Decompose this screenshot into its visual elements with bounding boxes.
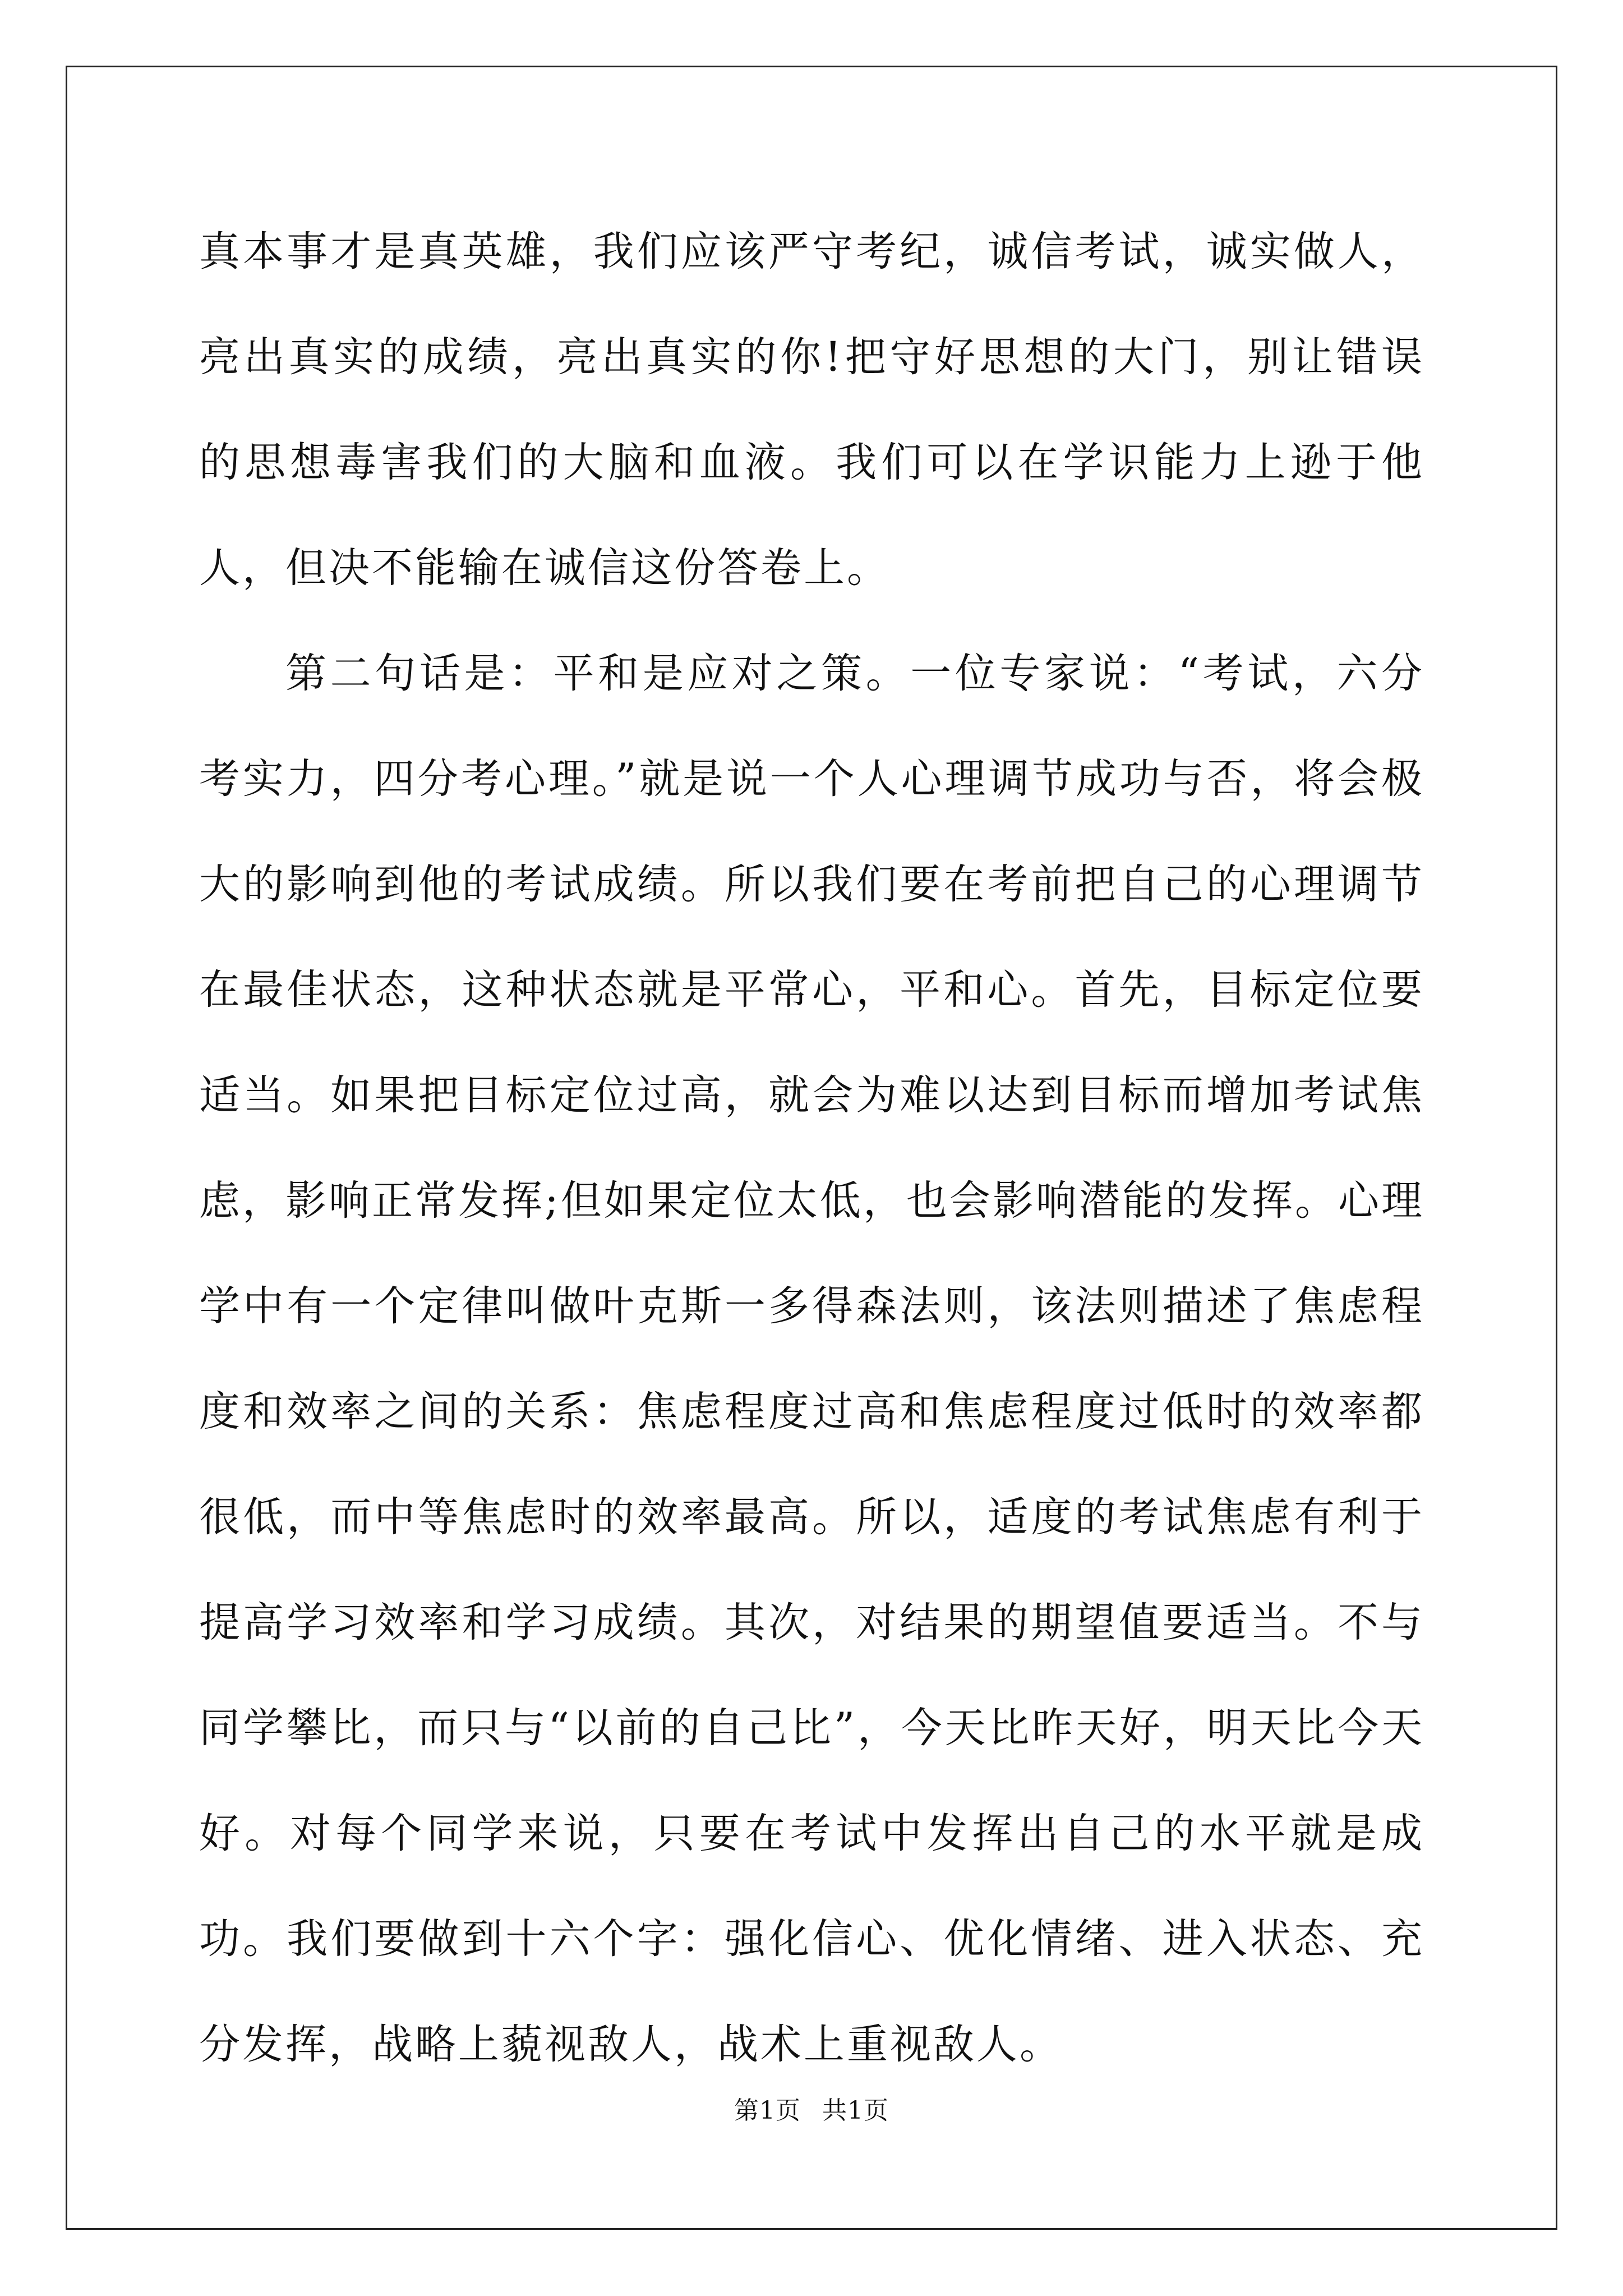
page-footer xyxy=(0,2094,1623,2128)
page-number: 第1页 xyxy=(734,2096,801,2125)
paragraph-continued: 真本事才是真英雄，我们应该严守考纪，诚信考试，诚实做人，亮出真实的成绩，亮出真实的你!把守好思想的大门，别让错误的思想毒害我们的大脑和血液。我们可以在学识能力上逊于他人，但决不能输在诚信这份答卷上。 xyxy=(199,228,1424,592)
document-body xyxy=(199,199,1424,2097)
paragraph-second-point: 第二句话是：平和是应对之策。一位专家说：“考试，六分考实力，四分考心理。”就是说一个人心理调节成功与否，将会极大的影响到他的考试成绩。所以我们要在考前把自己的心理调节在最佳状态，这种状态就是平常心，平和心。首先，目标定位要适当。如果把目标定位过高，就会为难以达到目标而增加考试焦虑，影响正常发挥;但如果定位太低，也会影响潜能的发挥。心理学中有一个定律叫做叶克斯一多得森法则，该法则描述了焦虑程度和效率之间的关系：焦虑程度过高和焦虑程度过低时的效率都很低，而中等焦虑时的效率最高。所以，适度的考试焦虑有利于提高学习效率和学习成绩。其次，对结果的期望值要适当。不与同学攀比，而只与“以前的自己比”，今天比昨天好，明天比今天好。对每个同学来说，只要在考试中发挥出自己的水平就是成功。我们要做到十六个字：强化信心、优化情绪、进入状态、充分发挥，战略上藐视敌人，战术上重视敌人。 xyxy=(199,650,1424,2068)
page-total: 共1页 xyxy=(822,2096,889,2125)
